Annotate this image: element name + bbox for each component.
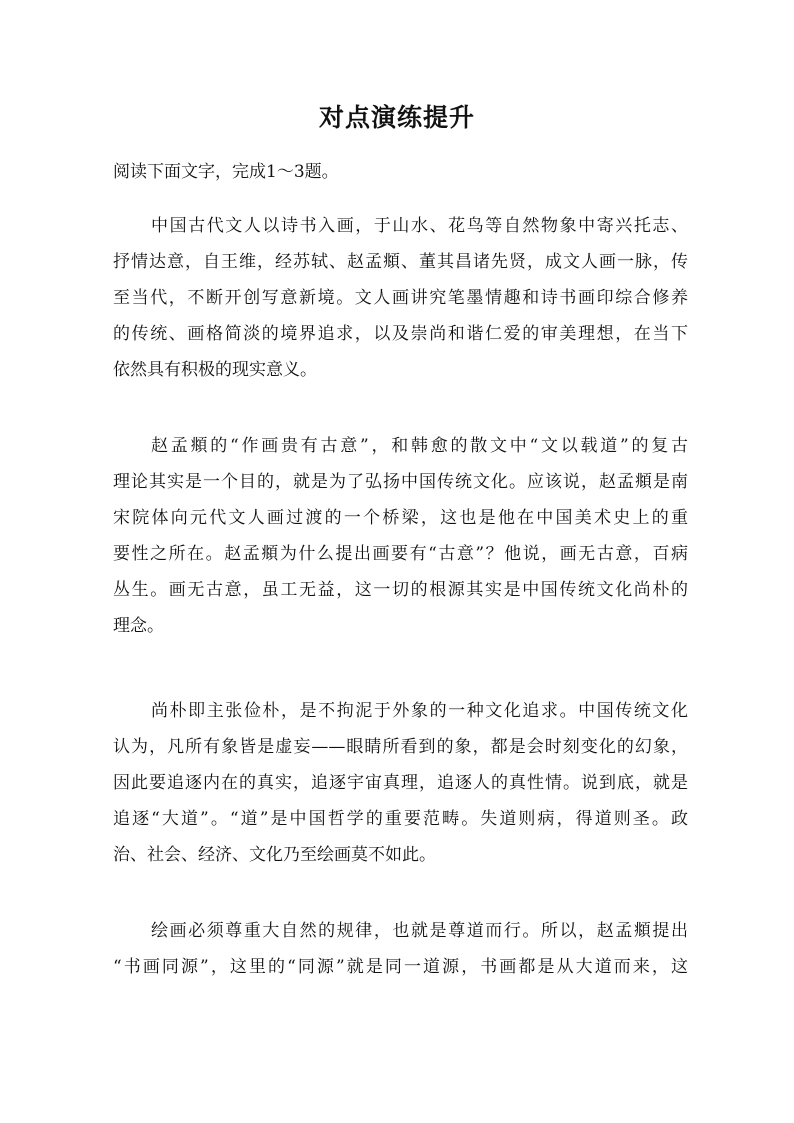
paragraph-1: [113, 208, 688, 388]
paragraph-line: 绘画必须尊重大自然的规律，也就是尊道而行。所以，赵孟頫提出: [151, 921, 688, 941]
paragraph-line: 要性之所在。赵孟頫为什么提出画要有“古意”？他说，画无古意，百病: [113, 544, 688, 564]
paragraph-line: 丛生。画无古意，虽工无益，这一切的根源其实是中国传统文化尚朴的: [113, 580, 688, 600]
instruction-text: 阅读下面文字，完成1～3题。: [113, 162, 339, 182]
paragraph-line: 赵孟頫的“作画贵有古意”，和韩愈的散文中“文以载道”的复古: [151, 436, 688, 456]
paragraph-line: 抒情达意，自王维，经苏轼、赵孟頫、董其昌诸先贤，成文人画一脉，传: [113, 252, 688, 272]
paragraph-line: 理论其实是一个目的，就是为了弘扬中国传统文化。应该说，赵孟頫是南: [113, 472, 688, 492]
paragraph-line: 依然具有积极的现实意义。: [113, 360, 317, 380]
paragraph-line: 治、社会、经济、文化乃至绘画莫不如此。: [113, 845, 436, 865]
page-title: 对点演练提升: [318, 103, 475, 132]
paragraph-line: 因此要追逐内在的真实，追逐宇宙真理，追逐人的真性情。说到底，就是: [113, 773, 688, 793]
paragraph-line: 认为，凡所有象皆是虚妄——眼睛所看到的象，都是会时刻变化的幻象，: [113, 737, 688, 757]
paragraph-line: 尚朴即主张俭朴，是不拘泥于外象的一种文化追求。中国传统文化: [151, 701, 688, 721]
paragraph-2: [113, 428, 688, 644]
paragraph-line: 至当代，不断开创写意新境。文人画讲究笔墨情趣和诗书画印综合修养: [113, 288, 688, 308]
paragraph-line: 中国古代文人以诗书入画，于山水、花鸟等自然物象中寄兴托志、: [151, 216, 688, 236]
paragraph-line: 的传统、画格简淡的境界追求，以及崇尚和谐仁爱的审美理想，在当下: [113, 324, 688, 344]
paragraph-line: “书画同源”，这里的“同源”就是同一道源，书画都是从大道而来，这: [113, 957, 688, 977]
paragraph-4: [113, 913, 688, 985]
paragraph-3: [113, 693, 688, 873]
paragraph-line: 理念。: [113, 616, 164, 636]
paragraph-line: 追逐“大道”。“道”是中国哲学的重要范畴。失道则病，得道则圣。政: [113, 809, 688, 829]
paragraph-line: 宋院体向元代文人画过渡的一个桥梁，这也是他在中国美术史上的重: [113, 508, 688, 528]
